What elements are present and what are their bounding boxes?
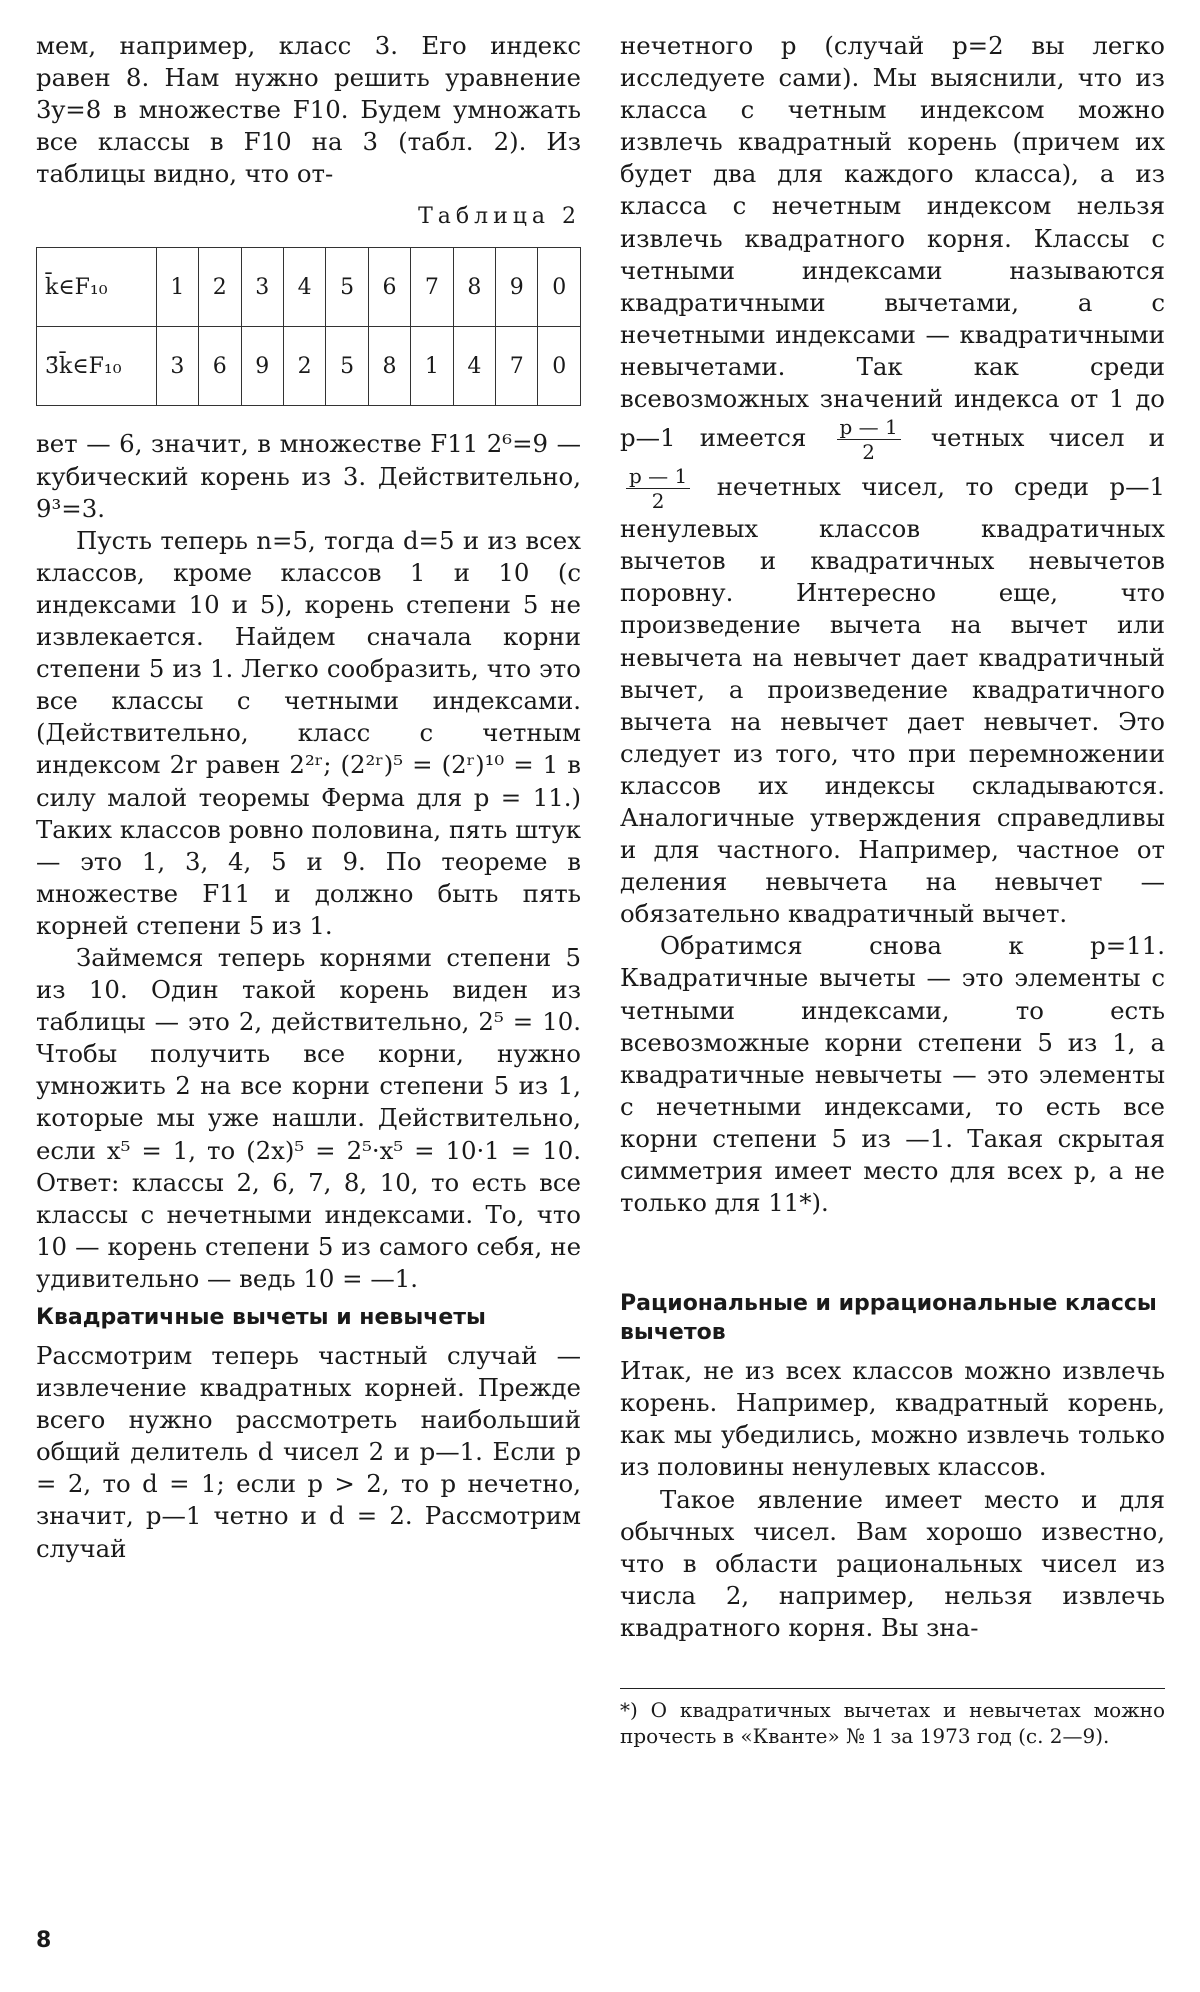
section-heading: Квадратичные вычеты и невычеты (36, 1305, 486, 1330)
table-cell: 7 (411, 248, 453, 327)
table-cell: 8 (368, 327, 410, 406)
fraction (626, 464, 690, 513)
table-cell: 0 (538, 248, 581, 327)
fraction-denominator: 2 (862, 440, 875, 465)
fraction-denominator: 2 (651, 489, 665, 514)
table-cell: 1 (411, 327, 453, 406)
table-cell: 6 (368, 248, 410, 327)
table-cell: 5 (326, 327, 368, 406)
fraction (837, 415, 901, 464)
table-row (37, 327, 581, 406)
text-run: нечетных чисел, то среди p—1 ненулевых классов квадратичных вычетов и квадратичных невычетов поровну. Интересно еще, что произведение вычета на вычет или невычета на невычет дает квадратичный вычет, а произведение квадратичного вычета на невычет дает невычет. Это следует из того, что при перемножении классов их индексы складываются. Аналогичные утверждения справедливы и для частного. Например, частное от деления невычета на невычет — обязательно квадратичный вычет. (620, 472, 1165, 929)
paragraph: Обратимся снова к p=11. Квадратичные вычеты — это элементы с четными индексами, то есть всевозможные корни степени 5 из 1, а квадратичные невычеты — это элементы с нечетными индексами, то есть все корни степени 5 из —1. Такая скрытая симметрия имеет место для всех p, а не только для 11*). (620, 931, 1165, 1218)
table-cell: 6 (199, 327, 241, 406)
table-cell: 3 (241, 248, 283, 327)
footnote: *) О квадратичных вычетах и невычетах можно прочесть в «Кванте» № 1 за 1973 год (с. 2—9). (620, 1698, 1165, 1749)
table-cell: 4 (283, 248, 325, 327)
paragraph: Итак, не из всех классов можно извлечь корень. Например, квадратный корень, как мы убедились, можно извлечь только из половины ненулевых классов. (620, 1356, 1165, 1482)
paragraph: вет — 6, значит, в множестве F11 2⁶=9 — кубический корень из 3. Действительно, 9³=3. (36, 429, 581, 523)
spacer (620, 1644, 1165, 1684)
table-cell: 1 (156, 248, 198, 327)
fraction-numerator: p — 1 (837, 415, 901, 440)
section-heading: Рациональные и иррациональные классы вычетов (620, 1291, 1157, 1346)
table-cell: 2 (283, 327, 325, 406)
footnote-rule (620, 1688, 1165, 1689)
table-cell: 5 (326, 248, 368, 327)
table-cell: 9 (241, 327, 283, 406)
left-column (36, 30, 581, 1565)
paragraph: Займемся теперь корнями степени 5 из 10. Один такой корень виден из таблицы — это 2, действительно, 2⁵ = 10. Чтобы получить все корни, нужно умножить 2 на все корни степени 5 из 1, которые мы уже нашли. Действительно, если x⁵ = 1, то (2x)⁵ = 2⁵·x⁵ = 10·1 = 10. Ответ: классы 2, 6, 7, 8, 10, то есть все классы с нечетными индексами. То, что 10 — корень степени 5 из самого себя, не удивительно — ведь 10 = —1. (36, 942, 581, 1293)
paragraph: мем, например, класс 3. Его индекс равен 8. Нам нужно решить уравнение 3y=8 в множестве F10. Будем умножать все классы в F10 на 3 (табл. 2). Из таблицы видно, что от- (36, 31, 581, 189)
right-column (620, 30, 1165, 1749)
table-row (37, 248, 581, 327)
table-cell: 9 (496, 248, 538, 327)
page-number: 8 (36, 1928, 52, 1953)
text-run: и (1148, 423, 1165, 453)
table-cell: 4 (453, 327, 495, 406)
paragraph (620, 30, 1165, 930)
fraction-numerator: p — 1 (626, 464, 690, 489)
table-cell: 7 (496, 327, 538, 406)
table-caption: Таблица 2 (418, 204, 581, 230)
table-2 (36, 247, 581, 406)
text-run: нечетного p (случай p=2 вы легко исследуете сами). Мы выяснили, что из класса с четным индексом можно извлечь квадратный корень (причем их будет два для каждого класса), а из класса с нечетным индексом нельзя извлечь квадратного корня. Классы с четными индексами называются квадратичными вычетами, а с нечетными индексами — квадратичными невычетами. Так как среди всевозможных значений индекса от 1 до p—1 имеется (620, 31, 1165, 453)
row-label: 3̄k̄∈F₁₀ (37, 327, 157, 406)
table-cell: 2 (199, 248, 241, 327)
text-run: четных чисел (930, 423, 1125, 453)
paragraph: Такое явление имеет место и для обычных чисел. Вам хорошо известно, что в области рациональных чисел из числа 2, например, нельзя извлечь квадратного корня. Вы зна- (620, 1484, 1165, 1642)
row-label: k̄∈F₁₀ (37, 248, 157, 327)
paragraph: Пусть теперь n=5, тогда d=5 и из всех классов, кроме классов 1 и 10 (с индексами 10 и 5), корень степени 5 не извлекается. Найдем сначала корни степени 5 из 1. Легко сообразить, что это все классы с четными индексами. (Действительно, класс с четным индексом 2r равен 2²ʳ; (2²ʳ)⁵ = (2ʳ)¹⁰ = 1 в силу малой теоремы Ферма для p = 11.) Таких классов ровно половина, пять штук — это 1, 3, 4, 5 и 9. По теореме в множестве F11 и должно быть пять корней степени 5 из 1. (36, 525, 581, 940)
spacer (620, 1219, 1165, 1281)
table-cell: 8 (453, 248, 495, 327)
table-cell: 3 (156, 327, 198, 406)
table-cell: 0 (538, 327, 581, 406)
paragraph: Рассмотрим теперь частный случай — извлечение квадратных корней. Прежде всего нужно рассмотреть наибольший общий делитель d чисел 2 и p—1. Если p = 2, то d = 1; если p > 2, то p нечетно, значит, p—1 четно и d = 2. Рассмотрим случай (36, 1341, 581, 1563)
